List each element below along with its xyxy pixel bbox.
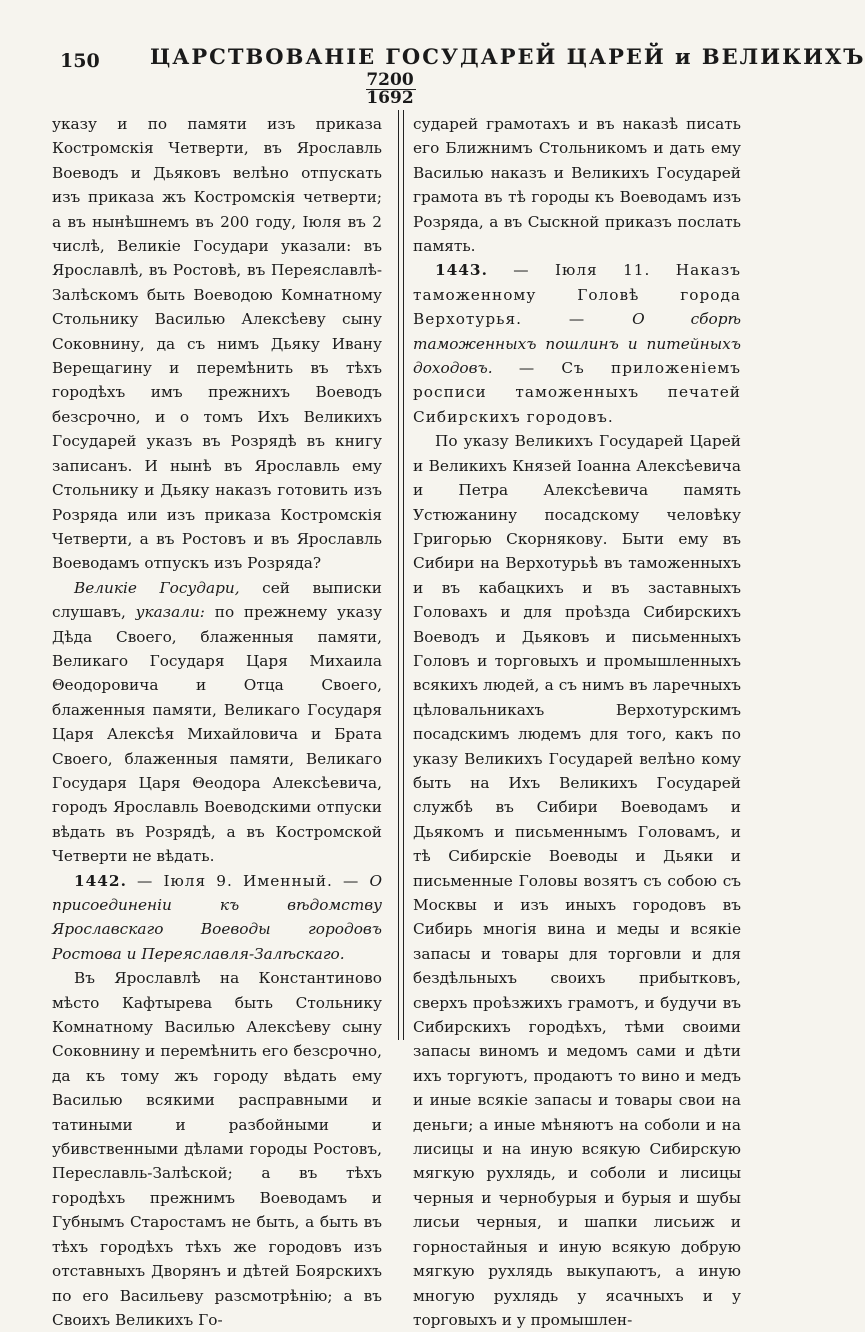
resolution-text-b: по прежнему указу Дѣда Своего, блаженныя памяти, Великаго Государя Царя Михаила Θеодоровича и Отца Своего, блаженныя памяти, Великаго Государя Царя Алексѣя Михайловича и Брата Своего, блаженныя памяти, Великаго Государя Царя Θеодора Алексѣевича, городъ Ярославль Воеводскими отпуски вѣдать въ Розрядѣ, а въ Костромской Четверти не вѣдать. — [52, 603, 382, 866]
decree-1442-heading — [52, 869, 382, 967]
right-paragraph-1: сударей грамотахъ и въ наказѣ писать его Ближнимъ Стольникомъ и дать ему Василью наказъ и Великихъ Государей грамота въ тѣ городы къ Воеводамъ изъ Розряда, а въ Сыскной приказъ послать память. — [413, 115, 741, 256]
year-top: 7200 — [366, 70, 414, 90]
decree-1443-number: 1443. — [435, 261, 488, 280]
decree-1442-number: 1442. — [74, 871, 127, 890]
resolution-italic-2: указали: — [135, 603, 205, 622]
left-paragraph-2 — [52, 576, 382, 869]
running-title: ЦАРСТВОВАНІЕ ГОСУДАРЕЙ ЦАРЕЙ и ВЕЛИКИХЪ — [150, 44, 865, 69]
decree-1443-subject: О сборѣ таможенныхъ пошлинъ и питейныхъ доходовъ. — [413, 310, 741, 378]
year-bottom: 1692 — [366, 88, 414, 108]
page-header — [0, 0, 865, 110]
left-paragraph-3: Въ Ярославлѣ на Константиново мѣсто Кафтырева быть Стольнику Комнатному Василью Алексѣеву сыну Соковнину и перемѣнить его безсрочно, да къ тому жъ городу вѣдать ему Василью всякими расправными и татиными и разбойными и убивственными дѣлами городы Ростовъ, Переславль-Залѣской; а въ тѣхъ городѣхъ прежнимъ Воеводамъ и Губнымъ Старостамъ не быть, а быть въ тѣхъ городѣхъ тѣхъ же городовъ изъ отставныхъ Дворянъ и дѣтей Боярскихъ по его Васильеву разсмотрѣнію; а въ Своихъ Великихъ Го- — [52, 969, 382, 1329]
decree-1442-date: — Іюля 9. Именный. — — [126, 871, 370, 890]
column-divider — [398, 110, 404, 1040]
resolution-text-a: сей выписки слушавъ, — [52, 578, 382, 622]
left-column — [52, 112, 382, 1332]
decree-1443-title: — Іюля 11. Наказъ таможенному Головѣ города Верхотурья. — — [413, 261, 741, 329]
right-paragraph-2: По указу Великихъ Государей Царей и Великихъ Князей Іоанна Алексѣевича и Петра Алексѣевича память Устюжанину посадскому человѣку Григорью Скорнякову. Быти ему въ Сибири на Верхотурьѣ въ таможенныхъ и въ кабацкихъ и въ заставныхъ Головахъ и для проѣзда Сибирскихъ Воеводъ и Дьяковъ и письменныхъ Головъ и торговыхъ и промышленныхъ всякихъ людей, а съ нимъ въ ларечныхъ цѣловальникахъ Верхотурскимъ посадскимъ людемъ для того, какъ по указу Великихъ Государей велѣно кому быть на Ихъ Великихъ Государей службѣ въ Сибири Воеводамъ и Дьякомъ и письменнымъ Головамъ, и тѣ Сибирскіе Воеводы и Дьяки и письменные Головы возятъ съ собою съ Москвы и изъ иныхъ городовъ въ Сибирь многія вина и меды и всякіе запасы и товары для торговли и для бездѣльныхъ своихъ прибытковъ, сверхъ проѣзжихъ грамотъ, и будучи въ Сибирскихъ городѣхъ, тѣми своими запасы виномъ и медомъ сами и дѣти ихъ торгуютъ, продаютъ то вино и медъ и иные всякіе запасы и товары свои на деньги; а иные мѣняютъ на соболи и на лисицы и на иную всякую Сибирскую мягкую рухлядь, и соболи и лисицы черныя и чернобурыя и бурыя и шубы лисьи черныя, и шапки лисьиж и горностайныя и иную всякую добрую мягкую рухлядь выкупаютъ, а иную многую рухлядь у ясачныхъ и у торговыхъ и у промышлен- — [413, 432, 741, 1329]
resolution-italic: Великіе Государи, — [74, 578, 240, 597]
left-paragraph-1: указу и по памяти изъ приказа Костромскія Четверти, въ Ярославль Воеводъ и Дьяковъ велѣно отпускать изъ приказа жъ Костромскія четверти; а въ нынѣшнемъ въ 200 году, Іюля въ 2 числѣ, Великіе Государи указали: въ Ярославлѣ, въ Ростовѣ, въ Переяславлѣ-Залѣскомъ быть Воеводою Комнатному Стольнику Василью Алексѣеву сыну Соковнину, да съ нимъ Дьяку Ивану Верещагину и перемѣнить въ тѣхъ городѣхъ имъ прежнихъ Воеводъ безсрочно, и о томъ Ихъ Великихъ Государей указъ въ Розрядѣ въ книгу записанъ. И нынѣ въ Ярославль ему Стольнику и Дьяку наказъ готовить изъ Розряда или изъ приказа Костромскія Четверти, а въ Ростовъ и въ Ярославль Воеводамъ отпускъ изъ Розряда? — [52, 115, 382, 573]
decree-1442-subject: О присоединеніи къ вѣдомству Ярославскаго Воеводы городовъ Ростова и Переяславля-Залѣскаго. — [52, 871, 382, 963]
decree-1443-attachment: — Съ приложеніемъ росписи таможенныхъ печатей Сибирскихъ городовъ. — [413, 359, 741, 426]
right-column — [413, 112, 741, 1332]
page-number: 150 — [60, 50, 100, 72]
decree-1443-heading — [413, 258, 741, 429]
